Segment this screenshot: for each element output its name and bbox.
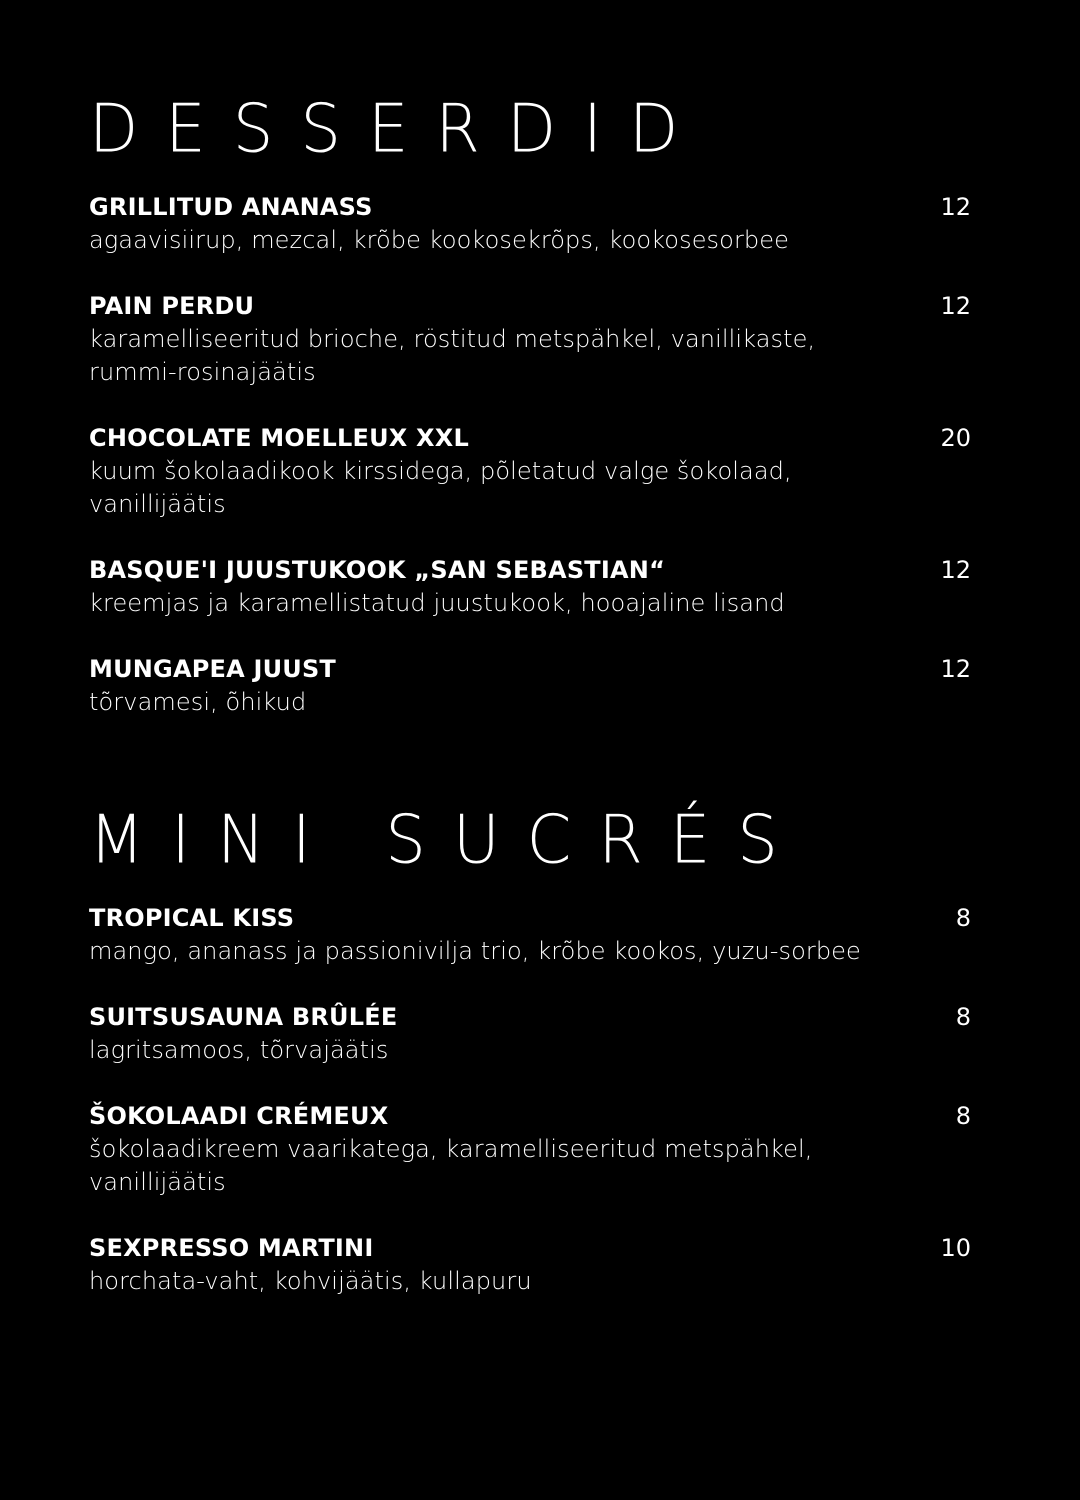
menu-item-price: 20: [940, 424, 971, 452]
menu-item-description: karamelliseeritud brioche, röstitud metspähkel, vanillikaste, rummi-rosinajäätis: [89, 325, 816, 386]
section-title-desserdid: DESSERDID: [89, 90, 706, 169]
menu-item-name: PAIN PERDU: [89, 292, 255, 320]
menu-item-name: SEXPRESSO MARTINI: [89, 1234, 374, 1262]
menu-item-description: mango, ananass ja passionivilja trio, krõbe kookos, yuzu-sorbee: [89, 937, 861, 965]
menu-item: [89, 1100, 971, 1199]
menu-item-description: kreemjas ja karamellistatud juustukook, hooajaline lisand: [89, 589, 785, 617]
menu-item-name: MUNGAPEA JUUST: [89, 655, 337, 683]
section-title-mini-sucres: MINI SUCRÉS: [89, 801, 805, 880]
menu-item-description: horchata-vaht, kohvijäätis, kullapuru: [89, 1267, 532, 1295]
menu-item-price: 8: [955, 1102, 971, 1130]
menu-item-price: 10: [940, 1234, 971, 1262]
menu-item-name: CHOCOLATE MOELLEUX XXL: [89, 424, 469, 452]
menu-item-name: TROPICAL KISS: [89, 904, 295, 932]
menu-item: [89, 902, 971, 968]
menu-item-price: 8: [955, 904, 971, 932]
menu-list-desserdid: [89, 191, 971, 752]
menu-item-price: 12: [940, 556, 971, 584]
menu-item: [89, 290, 971, 389]
menu-item-name: GRILLITUD ANANASS: [89, 193, 373, 221]
menu-item: [89, 554, 971, 620]
menu-item: [89, 653, 971, 719]
menu-item-description: kuum šokolaadikook kirssidega, põletatud valge šokolaad, vanillijäätis: [89, 457, 792, 518]
menu-item-price: 8: [955, 1003, 971, 1031]
menu-item-price: 12: [940, 655, 971, 683]
menu-item-price: 12: [940, 292, 971, 320]
menu-item-description: lagritsamoos, tõrvajäätis: [89, 1036, 389, 1064]
menu-item: [89, 191, 971, 257]
menu-item-description: šokolaadikreem vaarikatega, karamelliseeritud metspähkel, vanillijäätis: [89, 1135, 813, 1196]
menu-item-description: agaavisiirup, mezcal, krõbe kookosekrõps, kookosesorbee: [89, 226, 789, 254]
menu-item-name: ŠOKOLAADI CRÉMEUX: [89, 1102, 389, 1130]
menu-item-description: tõrvamesi, õhikud: [89, 688, 307, 716]
menu-item: [89, 1001, 971, 1067]
menu-item: [89, 1232, 971, 1298]
menu-item: [89, 422, 971, 521]
menu-item-price: 12: [940, 193, 971, 221]
menu-list-mini-sucres: [89, 902, 971, 1331]
menu-item-name: BASQUE'I JUUSTUKOOK „SAN SEBASTIAN“: [89, 556, 666, 584]
menu-item-name: SUITSUSAUNA BRÛLÉE: [89, 1003, 398, 1031]
